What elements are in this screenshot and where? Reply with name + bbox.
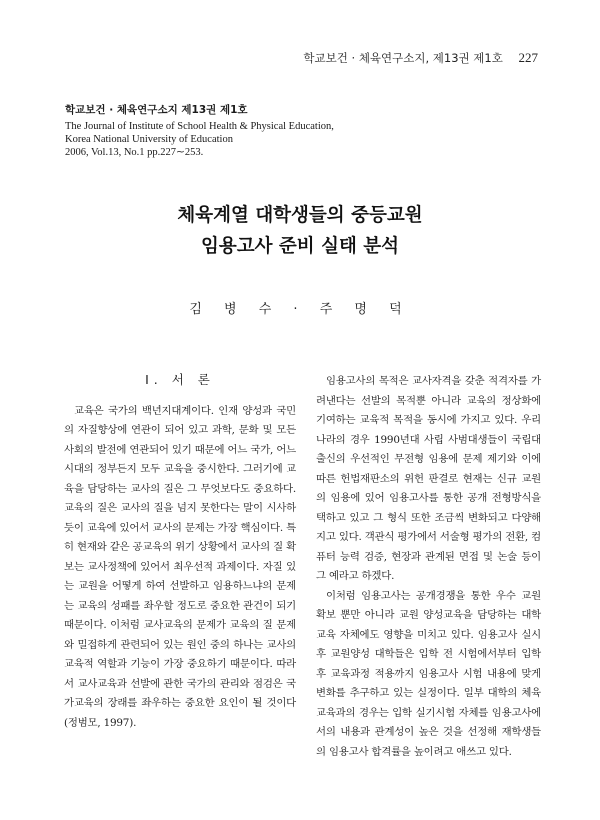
journal-korean: 학교보건 · 체육연구소지 제13권 제1호	[65, 104, 248, 116]
right-paragraph-2: 이처럼 임용고사는 공개경쟁을 통한 우수 교원 확보 뿐만 아니라 교원 양성교육을 담당하는 대학 교육 자체에도 영향을 미치고 있다. 임용고사 실시 후 교원양성 대학들은 입학 전 시험에서부터 입학 후 교육과정 적용까지 임용고사 시험 내용에 맞게 변화를 추구하고 있는 실정이다. 일부 대학의 체육교육과의 경우는 입학 실기시험 자체를 임용고사에서의 내용과 관계성이 높은 것을 선정해 재학생들의 임용고사 합격률을 높이려고 애쓰고 있다.	[316, 589, 541, 758]
journal-english-1: The Journal of Institute of School Health & Physical Education,	[65, 121, 334, 132]
right-paragraph-1: 임용고사의 목적은 교사자격을 갖춘 적격자를 가려낸다는 선발의 목적뿐 아니라 교육의 정상화에 기여하는 교육적 목적을 동시에 가지고 있다. 우리나라의 경우 1990년대 사립 사범대생들이 국립대 출신의 우선적인 무전형 임용에 문제 제기와 이에 따른 헌법재판소의 위헌 판결로 현재는 신규 교원의 임용에 있어 임용고사를 통한 공개 전형방식을 택하고 있고 그 형식 또한 조금씩 변화되고 다양해지고 있다. 객관식 평가에서 서술형 평가의 전환, 컴퓨터 능력 검증, 현장과 관계된 면접 및 논술 등이 그 예라고 하겠다.	[316, 375, 541, 582]
journal-citation: 2006, Vol.13, No.1 pp.227∼253.	[65, 147, 204, 158]
left-column	[64, 370, 296, 733]
title-line-2: 임용고사 준비 실태 분석	[200, 236, 400, 257]
right-column	[316, 372, 541, 762]
journal-info	[65, 104, 334, 159]
intro-paragraph: 교육은 국가의 백년지대계이다. 인재 양성과 국민의 자질향상에 연관이 되어 있고 과학, 문화 및 모든 사회의 발전에 연관되어 있기 때문에 어느 국가, 어느 시대의 정부든지 모두 교육을 중시한다. 그러기에 교육을 담당하는 교사의 질은 그 무엇보다도 중요하다. 교육의 질은 교사의 질을 넘지 못한다는 말이 시사하듯이 교육에 있어서 교사의 문제는 가장 핵심이다. 특히 현재와 같은 공교육의 위기 상황에서 교사의 질 확보는 교사정책에 있어서 최우선적 과제이다. 자질 있는 교원을 어떻게 하여 선발하고 임용하느냐의 문제는 교육의 성패를 좌우할 정도로 중요한 관건이 되기 때문이다. 이처럼 교사교육의 문제가 교육의 질 문제와 밀접하게 관련되어 있는 원인 중의 하나는 교사의 교육적 역할과 기능이 가장 중요하기 때문이다. 따라서 교사교육과 선발에 관한 국가의 관리와 점검은 국가교육의 장래를 좌우하는 중요한 요인이 될 것이다(정범모, 1997).	[64, 404, 296, 729]
page-number: 227	[518, 50, 538, 65]
authors: 김 병 수 · 주 명 덕	[189, 302, 411, 317]
title-line-1: 체육계열 대학생들의 중등교원	[177, 205, 423, 226]
paper-title	[0, 200, 600, 262]
journal-english-2: Korea National University of Education	[65, 134, 233, 145]
running-header-journal: 학교보건 · 체육연구소지, 제13권 제1호	[303, 51, 503, 65]
running-header	[303, 50, 538, 66]
section-heading: I. 서 론	[145, 372, 215, 387]
